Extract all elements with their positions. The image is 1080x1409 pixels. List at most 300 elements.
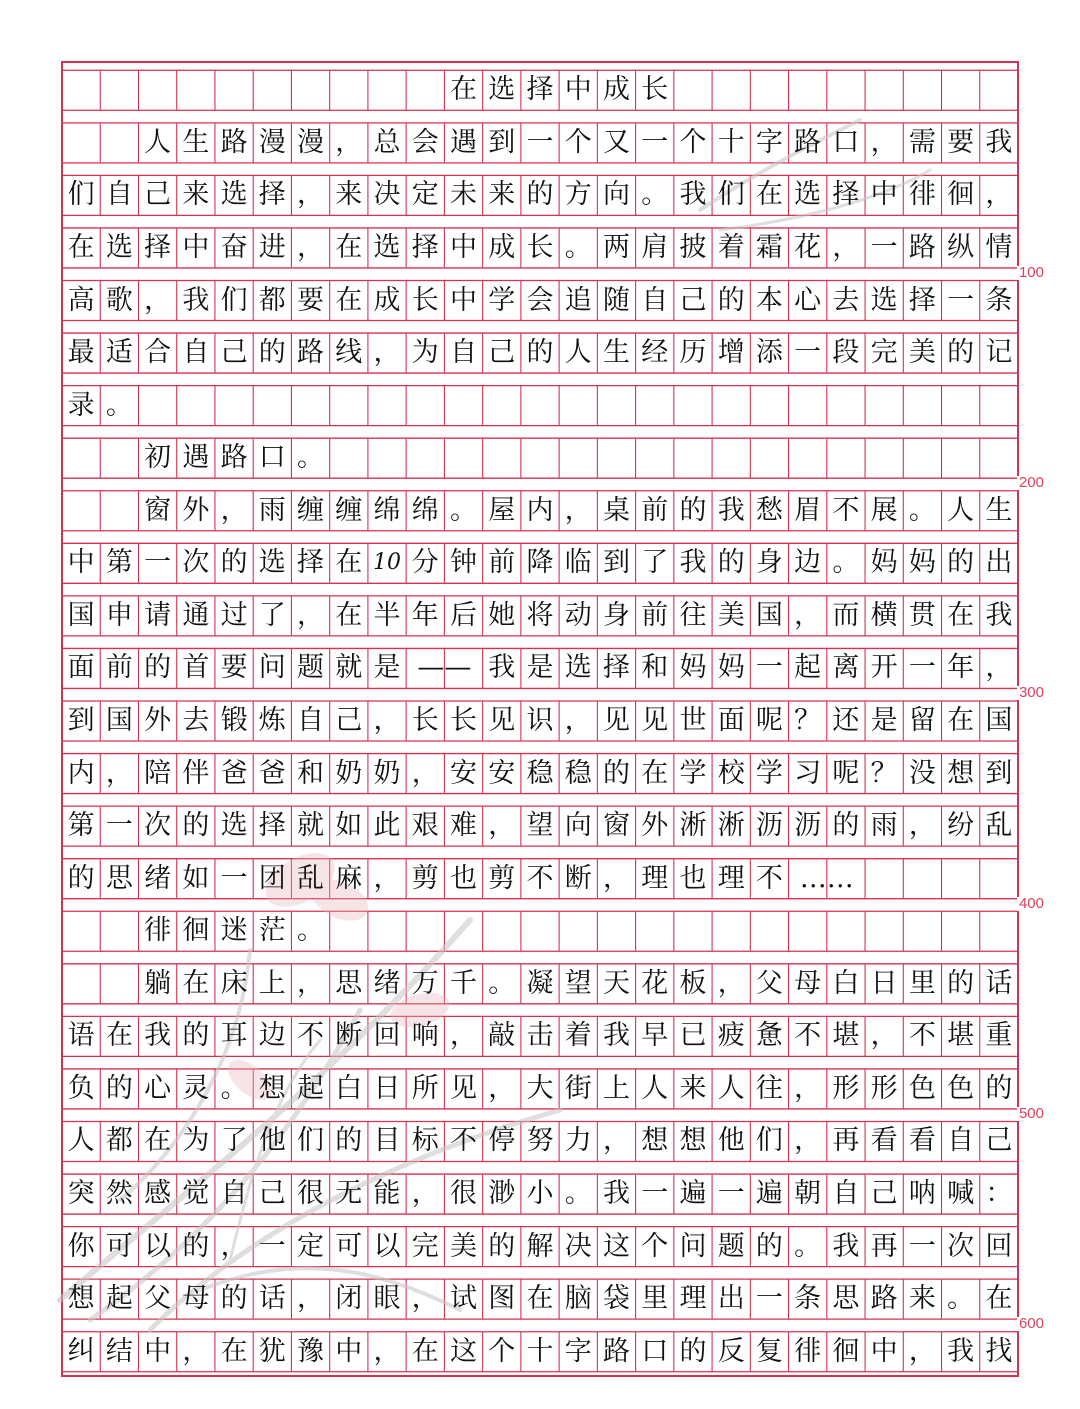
grid-character: 的 <box>182 1020 210 1052</box>
grid-character: 一 <box>755 652 783 684</box>
grid-character: 不 <box>755 862 783 894</box>
grid-character: 千 <box>450 967 477 999</box>
grid-character: 要 <box>220 652 248 684</box>
grid-character: 适 <box>105 337 133 369</box>
grid-character: 稳 <box>526 757 554 789</box>
composition-line <box>62 911 1018 951</box>
grid-character: 我 <box>717 494 745 526</box>
grid-character: 父 <box>144 1283 172 1315</box>
grid-character: 再 <box>832 1125 860 1157</box>
grid-character: 起 <box>297 1072 325 1104</box>
grid-character: 一 <box>870 231 898 263</box>
grid-character: 路 <box>794 126 822 158</box>
grid-character: 10 <box>373 550 402 576</box>
grid-character: 击 <box>526 1020 554 1052</box>
composition-line <box>62 806 1018 846</box>
grid-character: 见 <box>488 705 516 736</box>
grid-character: 袋 <box>602 1283 630 1315</box>
grid-character: 沥 <box>794 810 822 842</box>
composition-line <box>62 123 1018 163</box>
grid-character: 两 <box>602 231 630 263</box>
grid-character: 人 <box>67 1125 95 1157</box>
grid-character: 一 <box>908 652 936 684</box>
grid-character: 添 <box>755 337 783 369</box>
grid-character: 半 <box>373 599 401 631</box>
grid-character: 在 <box>526 1283 554 1315</box>
grid-character: 见 <box>450 1072 477 1104</box>
grid-character: 徊 <box>832 1335 860 1367</box>
grid-character: 桌 <box>602 494 630 526</box>
grid-character: 中 <box>564 74 592 106</box>
grid-character <box>253 70 291 110</box>
grid-character: 渺 <box>488 1178 516 1210</box>
grid-character: 本 <box>755 284 783 316</box>
grid-character: 总 <box>373 126 401 158</box>
grid-character: 随 <box>602 284 630 316</box>
grid-character: ， <box>297 231 325 263</box>
grid-character: 路 <box>220 442 248 474</box>
grid-character: 条 <box>794 1283 822 1315</box>
grid-character: 己 <box>220 337 248 369</box>
grid-character: 的 <box>602 757 630 789</box>
grid-character <box>62 123 100 163</box>
grid-character: 十 <box>526 1335 554 1367</box>
grid-character: 里 <box>641 1283 669 1315</box>
grid-character: 的 <box>717 547 745 579</box>
grid-character: 爸 <box>258 757 286 789</box>
grid-character: 上 <box>258 967 286 999</box>
grid-character: 和 <box>297 757 325 789</box>
grid-character: 会 <box>411 126 439 158</box>
grid-character: 自 <box>450 337 477 369</box>
grid-character: 想 <box>641 1125 669 1157</box>
grid-character: 己 <box>985 1125 1013 1157</box>
grid-character: 伴 <box>182 757 210 789</box>
grid-character: 呢 <box>755 705 783 736</box>
grid-character: 的 <box>526 337 554 369</box>
grid-character <box>406 70 444 110</box>
grid-character: 母 <box>794 967 822 999</box>
grid-character: 国 <box>755 599 783 631</box>
grid-character: 绪 <box>144 862 172 894</box>
grid-character: 题 <box>717 1230 745 1262</box>
grid-character: 望 <box>526 810 554 842</box>
grid-character: 口 <box>258 442 286 474</box>
grid-character: 一 <box>947 284 975 316</box>
grid-character: 床 <box>220 967 248 999</box>
grid-character: 犹 <box>258 1335 286 1367</box>
grid-character: 选 <box>870 284 898 316</box>
grid-character: ， <box>373 862 401 894</box>
grid-character: 前 <box>488 547 516 579</box>
grid-character: 白 <box>832 967 860 999</box>
grid-character: 看 <box>908 1125 936 1157</box>
grid-character: 国 <box>105 705 133 736</box>
grid-character: 心 <box>794 284 822 316</box>
grid-character: 努 <box>526 1125 554 1157</box>
grid-character: 来 <box>679 1072 707 1104</box>
grid-character: 问 <box>679 1230 707 1262</box>
grid-character: 感 <box>144 1178 172 1210</box>
composition-line <box>62 491 1018 531</box>
grid-character: 习 <box>794 757 822 789</box>
grid-character: 自 <box>832 1178 860 1210</box>
grid-character: 小 <box>526 1178 554 1210</box>
grid-character: 陪 <box>144 757 172 789</box>
grid-character: ， <box>335 126 363 158</box>
grid-character: 中 <box>67 547 95 579</box>
grid-character: 豫 <box>297 1335 325 1367</box>
grid-character: 择 <box>908 284 936 316</box>
grid-character: 板 <box>679 967 707 999</box>
grid-character: 一 <box>641 1178 669 1210</box>
grid-character: 不 <box>450 1125 477 1157</box>
grid-character: 而 <box>832 599 860 631</box>
grid-character: 纷 <box>947 810 975 842</box>
grid-character: 去 <box>832 284 860 316</box>
grid-character <box>100 911 138 951</box>
grid-character: 我 <box>947 1335 975 1367</box>
grid-character: ， <box>794 1125 822 1157</box>
grid-character <box>100 491 138 531</box>
grid-character: 。 <box>908 494 936 526</box>
grid-character: 选 <box>220 810 248 842</box>
grid-character: 己 <box>144 179 172 211</box>
grid-character: 的 <box>526 179 554 211</box>
grid-character: 向 <box>564 810 592 842</box>
grid-character: 生 <box>985 494 1013 526</box>
grid-character: 的 <box>755 1230 783 1262</box>
grid-character: 响 <box>411 1020 439 1052</box>
word-count-mark: 500 <box>1018 1104 1044 1122</box>
grid-character: 一 <box>220 862 248 894</box>
grid-character: 内 <box>526 494 554 526</box>
grid-character: 口 <box>832 126 860 158</box>
grid-character: 会 <box>526 284 554 316</box>
grid-character: 一 <box>755 1283 783 1315</box>
grid-character: ， <box>182 1335 210 1367</box>
grid-character: 路 <box>870 1283 898 1315</box>
composition-line <box>62 386 1018 426</box>
grid-character: 线 <box>335 337 363 369</box>
grid-character: 突 <box>67 1178 95 1210</box>
grid-character: 喊 <box>947 1178 975 1210</box>
grid-character: 美 <box>717 599 745 631</box>
grid-character: 安 <box>488 757 516 789</box>
grid-character: 的 <box>985 1072 1013 1104</box>
grid-character: 选 <box>488 74 516 106</box>
grid-character: 的 <box>717 284 745 316</box>
grid-character: 内 <box>67 757 95 789</box>
grid-character: 一 <box>144 547 172 579</box>
grid-character: 往 <box>755 1072 783 1104</box>
composition-line <box>62 1174 1018 1214</box>
grid-character: 分 <box>411 547 439 579</box>
grid-character: 里 <box>908 967 936 999</box>
grid-character: 个 <box>679 126 707 158</box>
grid-character: 首 <box>182 652 210 684</box>
grid-character: 。 <box>488 967 516 999</box>
grid-character: ， <box>488 810 516 842</box>
grid-character: 。 <box>450 494 477 526</box>
grid-character: 的 <box>679 494 707 526</box>
grid-character: 如 <box>182 862 210 894</box>
grid-character: 择 <box>144 231 172 263</box>
grid-character: 。 <box>564 231 592 263</box>
grid-character: 爸 <box>220 757 248 789</box>
grid-character: 择 <box>602 652 630 684</box>
grid-character: 世 <box>679 705 707 736</box>
grid-character: 方 <box>564 179 592 211</box>
grid-character: 。 <box>641 179 669 211</box>
grid-character: 屋 <box>488 494 516 526</box>
grid-character: 。 <box>947 1283 975 1315</box>
grid-character: 进 <box>258 231 286 263</box>
grid-character: 个 <box>641 1230 669 1262</box>
grid-character <box>62 911 100 951</box>
grid-character: 选 <box>794 179 822 211</box>
grid-character: 复 <box>755 1335 783 1367</box>
grid-character: 缠 <box>335 494 363 526</box>
grid-character: 一 <box>105 810 133 842</box>
word-count-mark: 600 <box>1018 1315 1044 1333</box>
grid-character: 。 <box>564 1178 592 1210</box>
grid-character: 耳 <box>220 1020 248 1052</box>
grid-character: 的 <box>335 1125 363 1157</box>
grid-character: ， <box>297 1283 325 1315</box>
composition-line <box>62 754 1018 794</box>
grid-character: 理 <box>717 862 745 894</box>
grid-character: 美 <box>450 1230 477 1262</box>
grid-character: ， <box>220 494 248 526</box>
grid-character: 们 <box>755 1125 783 1157</box>
grid-character: 沥 <box>755 810 783 842</box>
grid-character: 思 <box>335 967 363 999</box>
grid-character: 来 <box>488 179 516 211</box>
grid-character: 可 <box>105 1230 133 1262</box>
grid-character: 无 <box>335 1178 363 1210</box>
grid-character: 需 <box>908 126 936 158</box>
grid-character: 贯 <box>908 599 936 631</box>
grid-character: 往 <box>679 599 707 631</box>
grid-character: ， <box>794 599 822 631</box>
grid-character: 妈 <box>717 652 745 684</box>
grid-character: 反 <box>717 1335 745 1367</box>
grid-character: 绵 <box>373 494 401 526</box>
grid-character: 未 <box>450 179 477 211</box>
grid-character: 和 <box>641 652 669 684</box>
grid-character: 人 <box>564 337 592 369</box>
grid-character: 重 <box>985 1020 1013 1052</box>
grid-character: 要 <box>947 126 975 158</box>
grid-character: 见 <box>641 705 669 736</box>
grid-character: 十 <box>717 126 745 158</box>
grid-character: 漫 <box>258 126 286 158</box>
grid-character: ， <box>602 862 630 894</box>
grid-character: ， <box>832 231 860 263</box>
grid-character: 择 <box>258 810 286 842</box>
grid-character: 到 <box>985 757 1013 789</box>
grid-character: 窗 <box>602 810 630 842</box>
grid-character: 徊 <box>947 179 975 211</box>
grid-character: 己 <box>258 1178 286 1210</box>
grid-character: 一 <box>794 337 822 369</box>
composition-line <box>62 281 1018 321</box>
grid-character: 学 <box>755 757 783 789</box>
grid-character: 前 <box>105 652 133 684</box>
grid-character: 个 <box>488 1335 516 1367</box>
grid-character: 中 <box>450 284 477 316</box>
grid-character: 边 <box>794 547 822 579</box>
grid-character: ？ <box>794 705 822 736</box>
grid-character: 色 <box>908 1072 936 1104</box>
grid-character: 追 <box>564 284 592 316</box>
grid-character: 选 <box>373 231 401 263</box>
grid-character: 学 <box>679 757 707 789</box>
grid-character: 缠 <box>297 494 325 526</box>
grid-character: 一 <box>717 1178 745 1210</box>
grid-character: 的 <box>67 862 95 894</box>
composition-line <box>62 333 1018 373</box>
grid-character: 形 <box>870 1072 898 1104</box>
grid-character: 我 <box>602 1020 630 1052</box>
grid-character: 在 <box>335 231 363 263</box>
grid-character: ， <box>908 810 936 842</box>
grid-character: 出 <box>985 547 1013 579</box>
grid-character: 剪 <box>411 862 439 894</box>
composition-line <box>62 175 1018 215</box>
grid-character: ， <box>411 757 439 789</box>
grid-character: 开 <box>870 652 898 684</box>
grid-character: 去 <box>182 705 210 736</box>
grid-character: 找 <box>985 1335 1013 1367</box>
grid-character: 高 <box>67 284 95 316</box>
grid-character: ， <box>870 126 898 158</box>
grid-character: 披 <box>679 231 707 263</box>
grid-character <box>215 70 253 110</box>
grid-character: 在 <box>985 1283 1013 1315</box>
grid-character: 乱 <box>297 862 325 894</box>
grid-character: ， <box>488 1072 516 1104</box>
grid-character: 。 <box>832 547 860 579</box>
grid-character: 以 <box>144 1230 172 1262</box>
grid-character: 中 <box>144 1335 172 1367</box>
grid-character: 遇 <box>450 126 477 158</box>
grid-character: 不 <box>526 862 554 894</box>
grid-character: 身 <box>602 599 630 631</box>
grid-character: 我 <box>679 179 707 211</box>
grid-character: 锻 <box>220 705 248 736</box>
grid-character: ， <box>297 599 325 631</box>
grid-character: 。 <box>794 1230 822 1262</box>
grid-character: 在 <box>335 547 363 579</box>
grid-character: 的 <box>258 337 286 369</box>
word-count-mark: 200 <box>1018 474 1044 492</box>
grid-character: 艰 <box>411 810 439 842</box>
grid-character: 了 <box>258 599 286 631</box>
grid-character: 白 <box>335 1072 363 1104</box>
grid-character: 录 <box>67 389 95 421</box>
grid-character: 离 <box>832 652 860 684</box>
grid-character: 的 <box>832 810 860 842</box>
grid-character: 思 <box>832 1283 860 1315</box>
grid-character: 着 <box>564 1020 592 1052</box>
composition-line <box>62 1069 1018 1109</box>
grid-character: 决 <box>564 1230 592 1262</box>
grid-character: 惫 <box>755 1020 783 1052</box>
grid-character: 目 <box>373 1125 401 1157</box>
grid-character: ， <box>985 652 1013 684</box>
grid-character: 脑 <box>564 1283 592 1315</box>
grid-character: 花 <box>641 967 669 999</box>
grid-character: 我 <box>679 547 707 579</box>
grid-character: 外 <box>641 810 669 842</box>
grid-character: 年 <box>411 599 439 631</box>
grid-character: 绵 <box>411 494 439 526</box>
grid-character: 所 <box>411 1072 439 1104</box>
grid-character: 的 <box>947 547 975 579</box>
grid-character: 望 <box>564 967 592 999</box>
composition-line <box>62 228 1018 268</box>
grid-character: 我 <box>488 652 516 684</box>
grid-character: 口 <box>641 1335 669 1367</box>
grid-character: 想 <box>947 757 975 789</box>
grid-character: 是 <box>870 705 898 736</box>
grid-character: 生 <box>602 337 630 369</box>
grid-character: 们 <box>297 1125 325 1157</box>
grid-character: 历 <box>679 337 707 369</box>
grid-character: 选 <box>220 179 248 211</box>
grid-character: 他 <box>717 1125 745 1157</box>
grid-character: 一 <box>908 1230 936 1262</box>
grid-character: 钟 <box>450 547 477 579</box>
grid-character: 前 <box>641 494 669 526</box>
grid-character: 我 <box>144 1020 172 1052</box>
grid-character: 的 <box>220 547 248 579</box>
grid-character: 定 <box>297 1230 325 1262</box>
grid-character: 话 <box>985 967 1013 999</box>
grid-character: 都 <box>105 1125 133 1157</box>
grid-character: 的 <box>182 810 210 842</box>
grid-character: 了 <box>641 547 669 579</box>
grid-character: 路 <box>602 1335 630 1367</box>
grid-character: 字 <box>564 1335 592 1367</box>
grid-character: ， <box>794 1072 822 1104</box>
grid-character: 长 <box>526 231 554 263</box>
grid-character: 在 <box>105 1020 133 1052</box>
grid-character: 在 <box>947 705 975 736</box>
grid-character: 的 <box>679 1335 707 1367</box>
grid-character: 字 <box>755 126 783 158</box>
grid-character: ， <box>564 705 592 736</box>
grid-character: 完 <box>411 1230 439 1262</box>
grid-character: ， <box>908 1335 936 1367</box>
grid-character: ， <box>220 1230 248 1262</box>
grid-character: 中 <box>870 179 898 211</box>
grid-character: 面 <box>67 652 95 684</box>
grid-character: 定 <box>411 179 439 211</box>
grid-character: 迷 <box>220 915 248 947</box>
grid-character: 很 <box>450 1178 477 1210</box>
grid-character: 日 <box>870 967 898 999</box>
grid-character: 这 <box>602 1230 630 1262</box>
grid-character: 雨 <box>870 810 898 842</box>
grid-character: 第 <box>67 810 95 842</box>
grid-character: ： <box>985 1178 1013 1210</box>
grid-character: 没 <box>908 757 936 789</box>
grid-character: 己 <box>679 284 707 316</box>
grid-character: 是 <box>373 652 401 684</box>
